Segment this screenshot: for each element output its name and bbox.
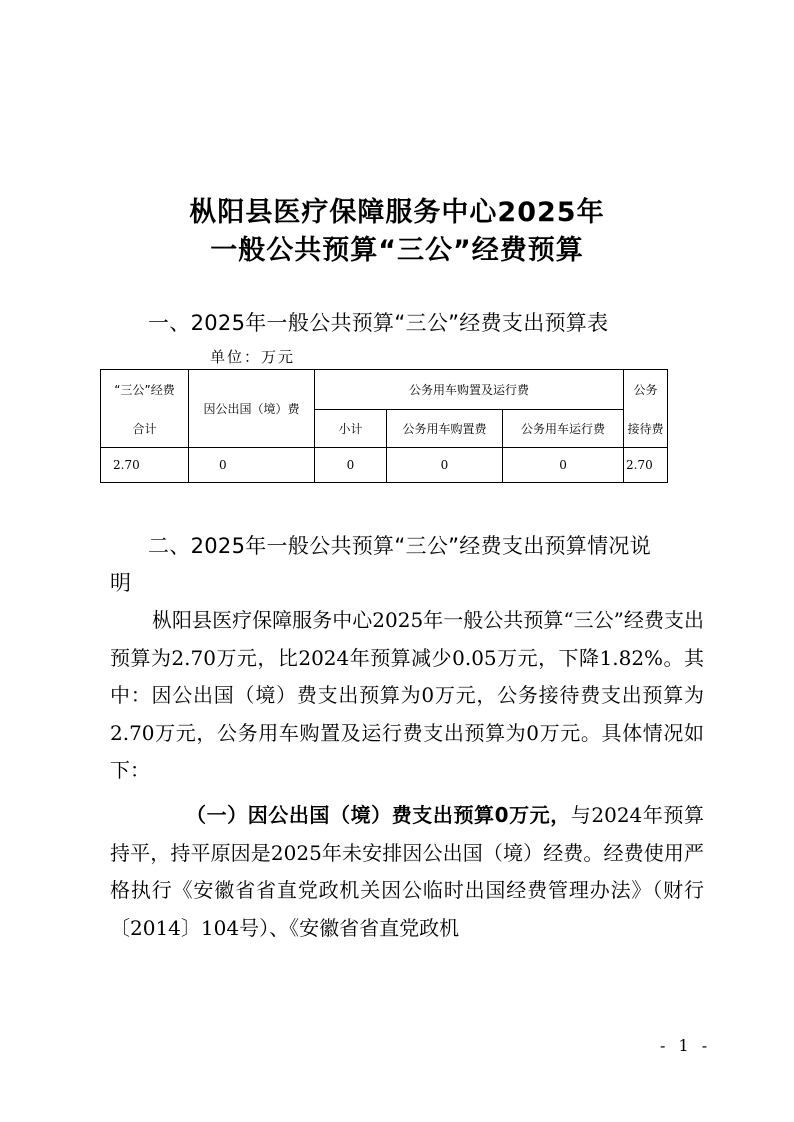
document-title-line2: 一般公共预算“三公”经费预算 — [210, 235, 584, 266]
section1-heading: 一、2025年一般公共预算“三公”经费支出预算表 — [148, 311, 609, 335]
value-abroad: 0 — [189, 448, 315, 483]
header-vehicle-operation: 公务用车运行费 — [503, 410, 624, 448]
budget-table — [100, 369, 668, 483]
value-total: 2.70 — [101, 448, 189, 483]
page-number: - 1 - — [660, 1036, 712, 1055]
header-abroad: 因公出国（境）费 — [189, 370, 315, 448]
document-title-line1: 枞阳县医疗保障服务中心2025年 — [189, 197, 605, 228]
header-reception-line2: 接待费 — [627, 421, 664, 436]
header-total-line1: “三公”经费 — [114, 382, 175, 397]
value-vehicle-operation: 0 — [503, 448, 624, 483]
value-subtotal: 0 — [315, 448, 387, 483]
header-subtotal: 小计 — [315, 410, 387, 448]
value-vehicle-purchase: 0 — [387, 448, 503, 483]
paragraph-abroad-body: 与2024年预算持平，持平原因是2025年未安排因公出国（境）经费。经费使用严格执行《安徽省省直党政机关因公临时出国经费管理办法》（财行〔2014〕104号）、《安徽省省直党政机 — [110, 803, 704, 940]
header-total-line2: 合计 — [132, 421, 157, 436]
unit-label: 单位：万元 — [210, 348, 296, 366]
header-reception — [624, 370, 668, 448]
section2-heading-line2: 明 — [110, 571, 132, 595]
value-reception: 2.70 — [624, 448, 668, 483]
header-vehicle-group: 公务用车购置及运行费 — [315, 370, 624, 410]
paragraph-abroad-heading: （一）因公出国（境）费支出预算0万元， — [186, 803, 571, 827]
header-vehicle-purchase: 公务用车购置费 — [387, 410, 503, 448]
section2-heading-line1: 二、2025年一般公共预算“三公”经费支出预算情况说 — [148, 534, 651, 558]
paragraph-summary: 枞阳县医疗保障服务中心2025年一般公共预算“三公”经费支出预算为2.70万元，比2024年预算减少0.05万元，下降1.82%。其中：因公出国（境）费支出预算为0万元，公务接待费支出预算为2.70万元，公务用车购置及运行费支出预算为0万元。具体情况如下： — [110, 608, 704, 782]
header-total — [101, 370, 189, 448]
header-reception-line1: 公务 — [633, 382, 658, 397]
paragraph-abroad-expense — [110, 797, 704, 947]
